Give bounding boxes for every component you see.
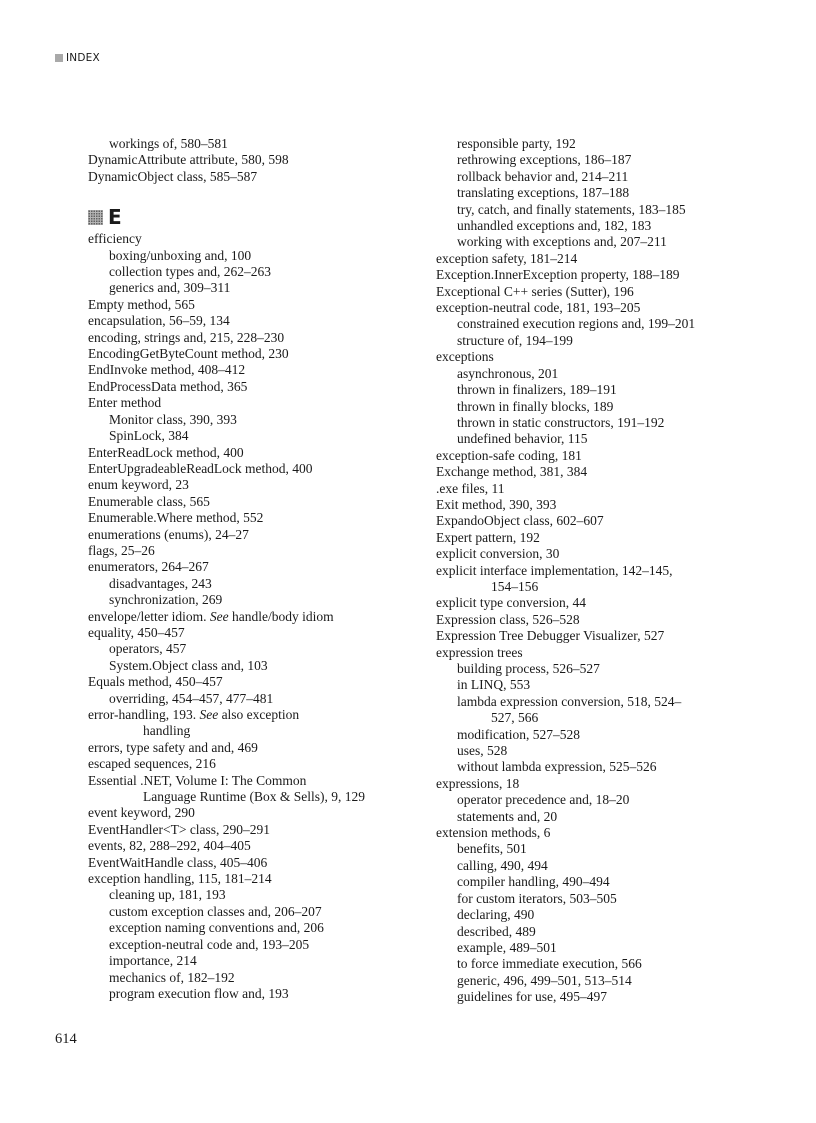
index-entry: Enter method xyxy=(88,395,162,411)
index-entry: envelope/letter idiom. See handle/body idiom xyxy=(88,608,334,624)
index-entry: Equals method, 450–457 xyxy=(88,674,223,690)
index-entry: declaring, 490 xyxy=(457,907,535,923)
index-entry: Expression class, 526–528 xyxy=(436,611,580,627)
index-entry: statements and, 20 xyxy=(457,808,558,824)
index-entry: EnterUpgradeableReadLock method, 400 xyxy=(88,460,313,476)
index-entry: rollback behavior and, 214–211 xyxy=(457,168,629,184)
index-entry: Exchange method, 381, 384 xyxy=(436,464,588,480)
index-column-right xyxy=(436,136,766,1006)
index-entry: cleaning up, 181, 193 xyxy=(109,887,226,903)
page-number: 614 xyxy=(55,1031,77,1047)
index-entry: extension methods, 6 xyxy=(436,825,551,841)
index-entry: unhandled exceptions and, 182, 183 xyxy=(457,218,652,234)
index-entry: exceptions xyxy=(436,349,494,365)
index-entry: example, 489–501 xyxy=(457,939,557,955)
index-entry: Expert pattern, 192 xyxy=(436,529,540,545)
section-letter: E xyxy=(108,205,122,230)
index-entry: undefined behavior, 115 xyxy=(457,431,588,447)
index-entry: thrown in static constructors, 191–192 xyxy=(457,414,665,430)
index-entry: expressions, 18 xyxy=(436,775,520,791)
index-entry: encoding, strings and, 215, 228–230 xyxy=(88,329,285,345)
index-entry: enumerators, 264–267 xyxy=(88,559,209,575)
index-entry: structure of, 194–199 xyxy=(457,332,573,348)
index-entry: generics and, 309–311 xyxy=(109,280,231,296)
index-entry: expression trees xyxy=(436,644,523,660)
header-label: INDEX xyxy=(66,52,100,64)
index-entry: Essential .NET, Volume I: The Common xyxy=(88,772,307,788)
index-entry: guidelines for use, 495–497 xyxy=(457,989,607,1005)
index-entry: workings of, 580–581 xyxy=(109,136,228,151)
see-reference: See xyxy=(199,707,219,722)
index-entry: DynamicAttribute attribute, 580, 598 xyxy=(88,152,289,168)
index-entry: operator precedence and, 18–20 xyxy=(457,792,630,808)
index-entry: Enumerable.Where method, 552 xyxy=(88,510,264,526)
index-entry: EncodingGetByteCount method, 230 xyxy=(88,346,289,362)
index-entry: exception-neutral code and, 193–205 xyxy=(109,936,310,952)
index-entry: exception safety, 181–214 xyxy=(436,250,578,266)
index-entry: explicit interface implementation, 142–145, xyxy=(436,562,673,578)
index-entry: Exit method, 390, 393 xyxy=(436,496,557,512)
index-entry: efficiency xyxy=(88,231,142,247)
index-entry: enumerations (enums), 24–27 xyxy=(88,526,249,542)
right-entries xyxy=(436,136,766,1006)
running-header xyxy=(55,52,100,64)
index-entry: modification, 527–528 xyxy=(457,726,580,742)
index-entry: error-handling, 193. See also exception xyxy=(88,707,300,722)
index-entry: translating exceptions, 187–188 xyxy=(457,185,630,201)
index-entry: System.Object class and, 103 xyxy=(109,657,268,673)
header-square-icon xyxy=(55,54,63,62)
index-entry: overriding, 454–457, 477–481 xyxy=(109,690,274,706)
section-square-icon xyxy=(88,210,103,225)
index-entry: errors, type safety and and, 469 xyxy=(88,739,258,755)
left-entries-section-e xyxy=(88,231,408,1002)
index-entry: Exceptional C++ series (Sutter), 196 xyxy=(436,283,634,299)
index-entry: described, 489 xyxy=(457,923,536,939)
index-entry: SpinLock, 384 xyxy=(109,428,189,444)
index-entry: without lambda expression, 525–526 xyxy=(457,759,657,775)
index-entry: Enumerable class, 565 xyxy=(88,493,210,509)
index-entry: importance, 214 xyxy=(109,953,197,969)
index-entry: operators, 457 xyxy=(109,641,187,657)
index-entry: disadvantages, 243 xyxy=(109,575,212,591)
index-entry: custom exception classes and, 206–207 xyxy=(109,903,322,919)
index-entry: Monitor class, 390, 393 xyxy=(109,411,237,427)
index-entry: Language Runtime (Box & Sells), 9, 129 xyxy=(143,789,365,805)
index-entry: explicit conversion, 30 xyxy=(436,546,560,562)
index-entry: asynchronous, 201 xyxy=(457,365,559,381)
index-entry: Expression Tree Debugger Visualizer, 527 xyxy=(436,628,665,644)
index-entry: EventHandler<T> class, 290–291 xyxy=(88,821,271,837)
index-entry: compiler handling, 490–494 xyxy=(457,874,610,890)
index-entry: exception naming conventions and, 206 xyxy=(109,920,324,936)
index-entry: events, 82, 288–292, 404–405 xyxy=(88,838,251,854)
index-entry: in LINQ, 553 xyxy=(457,677,531,693)
index-entry: program execution flow and, 193 xyxy=(109,985,289,1001)
index-entry: encapsulation, 56–59, 134 xyxy=(88,313,230,329)
index-entry: working with exceptions and, 207–211 xyxy=(457,234,667,250)
left-entries-before-section xyxy=(88,136,408,185)
index-entry: event keyword, 290 xyxy=(88,805,195,821)
index-entry: flags, 25–26 xyxy=(88,542,155,558)
index-entry: thrown in finalizers, 189–191 xyxy=(457,382,617,398)
index-entry: collection types and, 262–263 xyxy=(109,264,271,280)
index-entry: EventWaitHandle class, 405–406 xyxy=(88,854,268,870)
index-entry: rethrowing exceptions, 186–187 xyxy=(457,152,632,168)
index-entry: calling, 490, 494 xyxy=(457,857,548,873)
see-reference: See xyxy=(209,608,229,624)
index-entry: Exception.InnerException property, 188–189 xyxy=(436,267,680,283)
index-entry: exception-neutral code, 181, 193–205 xyxy=(436,300,641,316)
index-entry: lambda expression conversion, 518, 524– xyxy=(457,693,682,709)
index-entry: constrained execution regions and, 199–201 xyxy=(457,316,696,332)
section-heading-e xyxy=(88,205,408,229)
index-entry: handling xyxy=(143,723,191,739)
index-column-left xyxy=(88,136,408,1002)
index-entry: exception-safe coding, 181 xyxy=(436,447,582,463)
index-entry: .exe files, 11 xyxy=(436,480,505,496)
index-entry: mechanics of, 182–192 xyxy=(109,969,235,985)
index-entry: explicit type conversion, 44 xyxy=(436,595,586,611)
index-entry: EnterReadLock method, 400 xyxy=(88,444,244,460)
index-entry: generic, 496, 499–501, 513–514 xyxy=(457,972,632,988)
index-entry: benefits, 501 xyxy=(457,841,527,857)
index-entry: 154–156 xyxy=(491,578,539,594)
index-entry: for custom iterators, 503–505 xyxy=(457,890,617,906)
index-entry: 527, 566 xyxy=(491,710,539,726)
index-entry: escaped sequences, 216 xyxy=(88,756,216,772)
index-entry: EndProcessData method, 365 xyxy=(88,378,248,394)
index-entry: thrown in finally blocks, 189 xyxy=(457,398,614,414)
index-entry: synchronization, 269 xyxy=(109,592,223,608)
index-entry: DynamicObject class, 585–587 xyxy=(88,168,258,184)
index-entry: to force immediate execution, 566 xyxy=(457,956,642,972)
index-entry: building process, 526–527 xyxy=(457,661,600,676)
index-entry: responsible party, 192 xyxy=(457,136,576,151)
index-entry: Empty method, 565 xyxy=(88,296,195,312)
index-entry: enum keyword, 23 xyxy=(88,477,189,493)
index-entry: try, catch, and finally statements, 183–185 xyxy=(457,201,686,217)
index-entry: ExpandoObject class, 602–607 xyxy=(436,513,604,529)
index-entry: EndInvoke method, 408–412 xyxy=(88,362,246,378)
index-entry: exception handling, 115, 181–214 xyxy=(88,871,272,887)
index-entry: uses, 528 xyxy=(457,743,508,759)
index-entry: boxing/unboxing and, 100 xyxy=(109,247,252,263)
index-entry: equality, 450–457 xyxy=(88,624,185,640)
